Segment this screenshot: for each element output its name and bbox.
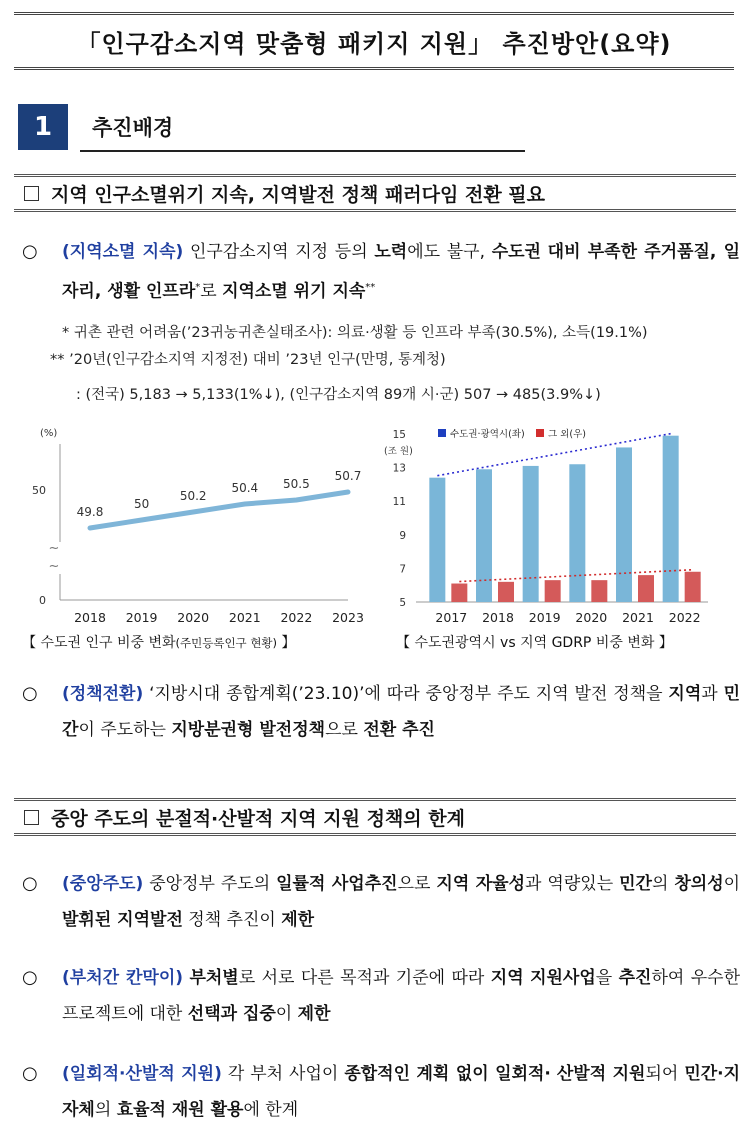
bullet-body [62,1056,740,1128]
y-tick-label: 7 [399,563,406,576]
x-tick-label: 2020 [575,610,608,625]
footnote-mark: * [195,282,201,293]
gdrp-share-bar-chart [378,424,718,634]
x-tick-label: 2018 [482,610,514,625]
x-tick-label: 2022 [280,610,313,625]
footnote-3: : (전국) 5,183 → 5,133(1%↓), (인구감소지역 89개 시·군) 507 → 485(3.9%↓) [76,387,601,403]
subheading-1-text: 지역 인구소멸위기 지속, 지역발전 정책 패러다임 전환 필요 [51,183,546,206]
section-number: 1 [18,104,68,150]
text: 발휘된 지역발전 [62,910,183,930]
text: 을 [595,968,619,988]
text: 으로 [325,720,364,740]
text: 역량있는 [547,874,620,894]
text: 각 부처 사업이 [221,1064,345,1084]
bullet-tag: (정책전환) [62,684,144,704]
bullet-tag: (중앙주도) [62,874,144,894]
x-tick-label: 2019 [528,610,561,625]
section-title: 추진배경 [80,104,525,152]
circle-bullet-icon: ○ [22,683,38,704]
bullet-item [22,234,740,310]
circle-bullet-icon: ○ [22,873,38,894]
bar-capital [616,447,632,602]
circle-bullet-icon: ○ [22,1063,38,1084]
text: 중앙정부 주도의 [143,874,277,894]
x-tick-label: 2021 [228,610,261,625]
x-tick-label: 2023 [332,610,364,625]
text: 노력 [374,242,408,262]
document-title-text: 「인구감소지역 맞춤형 패키지 지원」 추진방안(요약) [76,29,672,58]
axis-break-icon: ~ [48,541,60,556]
text: 의 [651,874,675,894]
legend-swatch [536,429,544,437]
text: 수도권 [491,242,541,262]
text: 대비 부족한 주거품질, 일자리, 생활 인프라 [62,242,740,302]
text: 종합적인 계획 없이 일회적· [344,1064,551,1084]
text: 효율적 재원 활용 [116,1100,244,1120]
circle-bullet-icon: ○ [22,241,38,262]
footnote-mark: ** [365,282,376,293]
text: 에 한계 [243,1100,299,1120]
footnote-1: * 귀촌 관련 어려움(’23귀농귀촌실태조사): 의료·생활 등 인프라 부족(30.5%), 소득(19.1%) [62,325,648,341]
chart-1-title: 수도권 인구 비중 변화 [40,635,176,651]
text: 지역 자율성 [436,874,525,894]
x-tick-label: 2018 [74,610,106,625]
y-axis-label: (%) [40,428,58,439]
bar-other [638,575,654,602]
text: 지역 [668,684,702,704]
legend-label: 수도권·광역시(좌) [450,429,525,440]
y-tick-label: 50 [32,484,46,497]
bullet-body [62,866,740,938]
y-tick-label: 0 [39,594,46,607]
text: 되어 [645,1064,685,1084]
bar-other [591,580,607,602]
x-tick-label: 2020 [177,610,210,625]
chart-1-title-note: (주민등록인구 현황) [175,636,278,650]
text: 과 [525,874,542,894]
y-tick-label: 9 [399,529,406,542]
text: 하여 우수한 프로젝트에 대한 [62,968,741,1024]
text: 인구감소지역 지정 등의 [183,242,375,262]
document-title [14,12,734,70]
text: 이 [275,1004,298,1024]
y-axis-label: (조 원) [384,446,413,457]
legend-label: 그 외(우) [548,429,586,440]
text: 산발적 지원 [556,1064,646,1084]
y-tick-label: 11 [392,496,406,509]
bar-capital [663,436,679,602]
text: 지방분권형 발전정책 [171,720,326,740]
text: 정책을 [613,684,669,704]
bar-capital [523,466,539,602]
text: 으로 [397,874,437,894]
text: 로 서로 다른 목적과 기준에 따라 [238,968,491,988]
checkbox-square-icon [24,186,39,201]
population-share-line [90,492,348,528]
text: 제한 [297,1004,331,1024]
bullet-item [22,676,740,748]
bar-other [685,572,701,602]
chart-2-title: 수도권광역시 vs 지역 GDRP 비중 변화 [414,635,655,651]
checkbox-square-icon [24,810,39,825]
text: 선택과 집중 [187,1004,276,1024]
bullet-body [62,234,740,310]
bullet-tag: (지역소멸 지속) [62,242,184,262]
text: 추진 [618,968,652,988]
bar-other [451,584,467,602]
text: 로 [200,281,223,302]
x-tick-label: 2022 [668,610,701,625]
legend-swatch [438,429,446,437]
footnote-2: ** ’20년(인구감소지역 지정전) 대비 ’23년 인구(만명, 통계청) [50,352,446,368]
bullet-body [62,960,740,1032]
text: 의 [94,1100,117,1120]
data-label: 50.5 [283,477,310,491]
x-tick-label: 2021 [622,610,654,625]
text: 지역소멸 위기 지속 [222,281,366,302]
x-tick-label: 2017 [435,610,468,625]
text: ‘지방시대 종합계획(’23.10)’에 따라 중앙정부 주도 지역 발전 [143,684,608,704]
text: 민간·지자체 [62,1064,741,1120]
text: 부처별 [189,968,239,988]
data-label: 50.4 [231,481,259,495]
text: 지원사업 [530,968,596,988]
subheading-2 [14,798,736,836]
bullet-body [62,676,740,748]
subheading-1 [14,174,736,212]
text: 제한 [281,910,315,930]
bar-capital [429,478,445,602]
bullet-tag: (부처간 칸막이) [62,968,184,988]
subheading-2-text: 중앙 주도의 분절적·산발적 지역 지원 정책의 한계 [51,807,465,830]
circle-bullet-icon: ○ [22,967,38,988]
chart-1-caption: 【 수도권 인구 비중 변화(주민등록인구 현황) 】 [22,635,296,651]
y-tick-label: 15 [392,429,406,441]
text: 정책 추진이 [182,910,282,930]
text: 민간 [62,684,741,740]
bullet-item [22,960,740,1032]
data-label: 49.8 [76,505,104,519]
axis-break-icon: ~ [48,559,60,574]
population-share-line-chart [28,424,364,634]
text: 에도 불구, [407,242,492,262]
data-label: 50.2 [179,489,207,503]
text: 이 주도하는 [78,720,172,740]
chart-2-caption: 【 수도권광역시 vs 지역 GDRP 비중 변화 】 [396,635,673,651]
text: 전환 추진 [363,720,435,740]
bar-other [498,582,514,602]
bullet-tag: (일회적·산발적 지원) [62,1064,222,1084]
text: 이 [723,874,741,894]
data-label: 50 [133,497,150,511]
y-tick-label: 13 [392,462,406,475]
bar-other [545,580,561,602]
bar-capital [476,469,492,602]
bar-capital [569,464,585,602]
x-tick-label: 2019 [125,610,158,625]
text: 창의성 [674,874,724,894]
bullet-item [22,866,740,938]
text: 일률적 사업추진 [276,874,398,894]
text: 과 [701,684,724,704]
data-label: 50.7 [334,469,362,483]
text: 지역 [490,968,524,988]
text: 민간 [619,874,652,894]
bullet-item [22,1056,740,1128]
y-tick-label: 5 [399,597,406,609]
